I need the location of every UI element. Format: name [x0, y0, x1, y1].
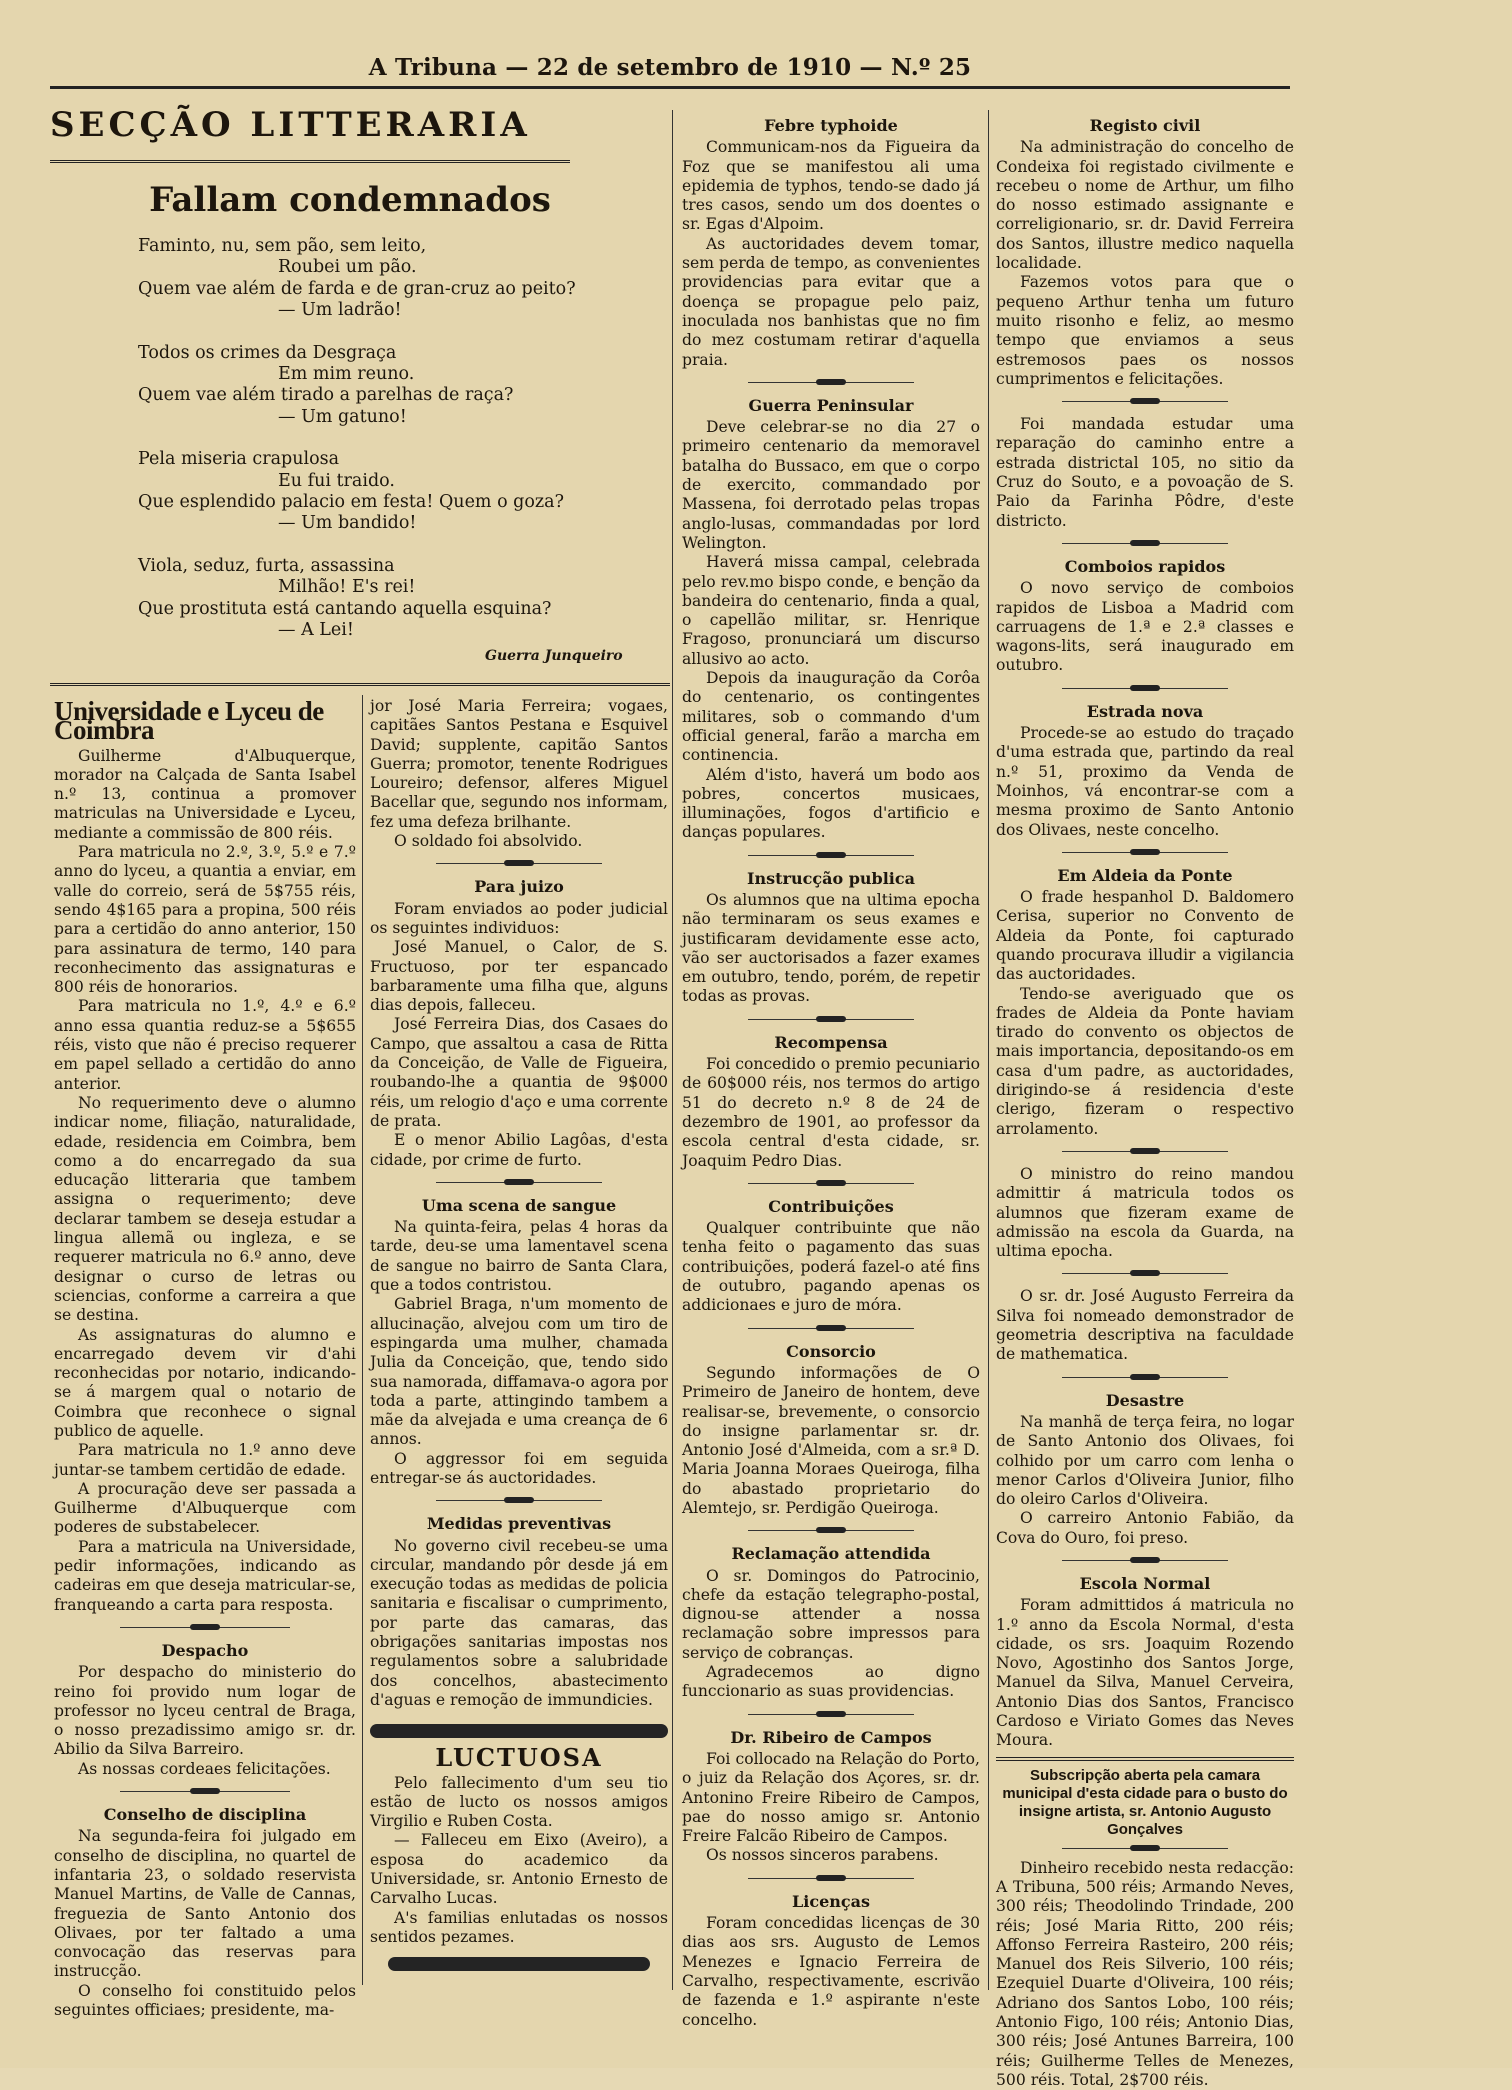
article-paragraph: O soldado foi absolvido.	[394, 832, 583, 851]
article-paragraph: Haverá missa campal, celebrada pelo rev.mo bispo conde, e benção da bandeira do centenario, finda a qual, o capellão militar, sr. Henrique Fragoso, pronunciará um discurso allusivo ao acto.	[682, 553, 980, 668]
article-paragraph: O ministro do reino mandou admittir á matricula todos os alumnos que fizeram exame de admissão na escola da Guarda, na ultima epocha.	[996, 1164, 1294, 1261]
poem-line: Pela miseria crapulosa	[138, 449, 340, 470]
article-heading: Despacho	[161, 1640, 249, 1660]
column-divider	[672, 110, 673, 1990]
separator-ornament	[996, 1554, 1294, 1568]
article-paragraph: Segundo informações de O Primeiro de Janeiro de hontem, deve realisar-se, brevemente, o consorcio do insigne parlamentar sr. dr. Antonio José d'Almeida, com a sr.ª D. Maria Joanna Moraes Queiroga, filha do abastado proprietario do Alemtejo, sr. Perdigão Queiroga.	[682, 1363, 980, 1517]
article-paragraph: Tendo-se averiguado que os frades de Aldeia da Ponte haviam tirado do convento os objectos de mais importancia, depositando-os em casa d'um padre, as auctoridades, dirigindo-se á residencia d'este clerigo, fizeram o respectivo arrolamento.	[996, 984, 1294, 1138]
article-paragraph: Para matricula no 2.º, 3.º, 5.º e 7.º anno do lyceu, a quantia a enviar, em valle do correio, será de 5$755 réis, sendo 4$165 para a propina, 500 réis para a certidão do anno anterior, 150 para assinatura de termo, 140 para reconhecimento das assignaturas e 800 réis de honorarios.	[54, 843, 356, 997]
poem-line: Em mim reuno.	[278, 364, 415, 385]
article-paragraph: No governo civil recebeu-se uma circular, mandando pôr desde já em execução todas as medidas de policia sanitaria e fiscalisar o cumprimento, por parte das camaras, das obrigações sanitarias impostas nos regulamentos sobre a salubridade dos concelhos, abastecimento d'aguas e remoção de immundicies.	[370, 1536, 668, 1709]
article-heading: Escola Normal	[1079, 1574, 1211, 1593]
separator-ornament	[682, 849, 980, 863]
article-heading: Estrada nova	[1086, 701, 1204, 721]
article-paragraph: Para a matricula na Universidade, pedir informações, indicando as cadeiras em que deseja matricular-se, franqueando a carta para resposta.	[54, 1537, 356, 1614]
poem-stanza	[138, 556, 638, 642]
article-paragraph: Communicam-nos da Figueira da Foz que se manifestou ali uma epidemia de typhos, tendo-se dado já tres casos, sendo um dos doentes o sr. Egas d'Alpoim.	[682, 138, 980, 234]
poem-line: Roubei um pão.	[278, 257, 417, 278]
article-paragraph: Foi mandada estudar uma reparação do caminho entre a estrada districtal 105, no sitio da Cruz do Souto, e a povoação de S. Paio da Farinha Pôdre, d'este districto.	[996, 415, 1294, 530]
article-paragraph: Foi collocado na Relação do Porto, o juiz da Relação dos Açores, sr. dr. Antonino Freire Ribeiro de Campos, pae do nosso amigo sr. Antonio Freire Falcão Ribeiro de Campos.	[682, 1749, 980, 1846]
article-heading: Para juizo	[474, 877, 564, 897]
separator-ornament	[682, 1322, 980, 1336]
separator-ornament	[370, 857, 668, 871]
article-paragraph: O sr. dr. José Augusto Ferreira da Silva foi nomeado demonstrador de geometria descriptiva na faculdade de mathematica.	[996, 1287, 1294, 1364]
article-heading: Febre typhoide	[764, 116, 898, 135]
article-paragraph: Na segunda-feira foi julgado em conselho de disciplina, no quartel de infantaria 23, o soldado reservista Manuel Martins, de Valle de Cannas, freguezia de Santo Antonio dos Olivaes, por ter faltado a uma convocação das reservas para instrucção.	[54, 1827, 356, 1981]
header-rule	[50, 86, 1290, 89]
article-paragraph: Os alumnos que na ultima epocha não terminaram os seus exames e justificaram devidamente esse acto, vão ser auctorisados a fazer exames em outubro, tendo, porém, de repetir todas as provas.	[682, 890, 980, 1006]
separator-ornament	[996, 1267, 1294, 1281]
article-paragraph: Procede-se ao estudo do traçado d'uma estrada que, partindo da real n.º 51, proximo da Venda de Moinhos, vá encontrar-se com a mesma proximo de Santo Antonio dos Olivaes, neste concelho.	[996, 724, 1294, 839]
article-paragraph: Gabriel Braga, n'um momento de allucinação, alvejou com um tiro de espingarda uma mulher, chamada Julia da Conceição, que, tendo sido sua namorada, diffamava-o agora por toda a parte, attingindo tambem a mãe da alvejada e uma creança de 6 annos.	[370, 1295, 668, 1449]
article-paragraph: O aggressor foi em seguida entregar-se ás auctoridades.	[370, 1449, 668, 1487]
poem-stanza	[138, 449, 638, 535]
separator-ornament	[682, 1872, 980, 1886]
column-4	[996, 110, 1294, 2090]
mourning-bar	[370, 1724, 668, 1738]
article-paragraph: Para matricula no 1.º, 4.º e 6.º anno essa quantia reduz-se a 5$655 réis, visto que não é preciso requerer em papel sellado a certidão do anno anterior.	[54, 997, 356, 1093]
separator-ornament	[996, 537, 1294, 551]
article-headline: Universidade e Lyceu de Coimbra	[54, 696, 324, 746]
separator-ornament	[996, 1371, 1294, 1385]
poem-title: Fallam condemnados	[149, 180, 551, 220]
poem-stanza	[138, 343, 638, 429]
article-paragraph: Além d'isto, haverá um bodo aos pobres, concertos musicaes, illuminações, fogos d'artificio e danças populares.	[682, 765, 980, 842]
poem-stanza	[138, 236, 638, 322]
article-paragraph: Foram enviados ao poder judicial os seguintes individuos:	[370, 899, 668, 937]
article-paragraph: — Falleceu em Eixo (Aveiro), a esposa do academico da Universidade, sr. Antonio Ernesto de Carvalho Lucas.	[370, 1831, 668, 1908]
article-paragraph: As assignaturas do alumno e encarregado devem vir d'ahi reconhecidas por notario, indicando-se á margem qual o notario de Coimbra que reconhece o signal publico de aquelle.	[54, 1325, 356, 1440]
poem-line: Que prostituta está cantando aquella esquina?	[138, 598, 552, 619]
article-paragraph: As nossas cordeaes felicitações.	[78, 1759, 331, 1778]
article-paragraph: Os nossos sinceros parabens.	[706, 1846, 939, 1865]
article-heading: Recompensa	[774, 1032, 888, 1052]
poem-line: — Um gatuno!	[278, 406, 407, 427]
article-paragraph: Dinheiro recebido nesta redacção: A Tribuna, 500 réis; Armando Neves, 300 réis; Theodolindo Trindade, 200 réis; José Maria Ritto, 200 réis; Affonso Ferreira Rasteiro, 200 réis; Manuel dos Reis Silverio, 100 réis; Ezequiel Duarte d'Oliveira, 100 réis; Adriano dos Santos Lobo, 100 réis; Antonio Figo, 100 réis; Antonio Dias, 300 réis; José Antunes Barreira, 100 réis; Guilherme Telles de Menezes, 500 réis. Total, 2$700 réis.	[996, 1858, 1294, 2089]
article-paragraph: Para matricula no 1.º anno deve juntar-se tambem certidão de edade.	[54, 1441, 356, 1479]
article-heading: Registo civil	[1089, 116, 1201, 135]
running-header: A Tribuna — 22 de setembro de 1910 — N.º 25	[368, 54, 972, 81]
article-paragraph: Pelo fallecimento d'um seu tio estão de lucto os nossos amigos Virgilio e Ruben Costa.	[370, 1773, 668, 1831]
poem-line: Todos os crimes da Desgraça	[138, 342, 397, 363]
poem-line: — Um bandido!	[278, 513, 417, 534]
article-paragraph: Foram admittidos á matricula no 1.º anno da Escola Normal, d'esta cidade, os srs. Joaquim Rozendo Novo, Agostinho dos Santos Jorge, Manuel da Silva, Manuel Cerveira, Antonio Dias dos Santos, Francisco Cardoso e Viriato Gomes das Neves Moura.	[996, 1596, 1294, 1750]
article-paragraph: Agradecemos ao digno funccionario as suas providencias.	[682, 1663, 980, 1701]
article-paragraph: As auctoridades devem tomar, sem perda de tempo, as convenientes providencias para evitar que a doença se propague pelo paiz, inoculada nos banhistas que no fim do mez costumam retirar d'aquella praia.	[682, 234, 980, 369]
separator-ornament	[996, 1842, 1294, 1856]
poem-line: — A Lei!	[278, 620, 354, 641]
separator-ornament	[682, 1013, 980, 1027]
article-paragraph: Por despacho do ministerio do reino foi provido num logar de professor no lyceu central de Braga, o nosso prezadissimo amigo sr. dr. Abilio da Silva Barreiro.	[54, 1663, 356, 1759]
article-paragraph: O frade hespanhol D. Baldomero Cerisa, superior no Convento de Aldeia da Ponte, foi capturado quando procurava illudir a vigilancia das auctoridades.	[996, 888, 1294, 984]
article-heading: Consorcio	[786, 1341, 876, 1361]
article-heading: Em Aldeia da Ponte	[1057, 865, 1233, 885]
separator-ornament	[54, 1621, 356, 1635]
column-divider	[988, 110, 989, 1990]
column-divider	[362, 695, 363, 1985]
mourning-bar	[388, 1957, 650, 1971]
article-paragraph: Deve celebrar-se no dia 27 o primeiro centenario da memoravel batalha do Bussaco, em que o corpo de exercito, commandado por Massena, foi derrotado pelas tropas anglo-lusas, commandadas por lord Welington.	[682, 418, 980, 552]
separator-ornament	[682, 1177, 980, 1191]
poem-author: Guerra Junqueiro	[485, 648, 623, 664]
article-paragraph: A procuração deve ser passada a Guilherme d'Albuquerque com poderes de substabelecer.	[54, 1479, 356, 1537]
article-paragraph: Na administração do concelho de Condeixa foi registado civilmente e recebeu o nome de Arthur, um filho do nosso estimado assignante e correligionario, sr. dr. David Ferreira dos Santos, illustre medico naquella localidade.	[996, 138, 1294, 273]
article-heading: Dr. Ribeiro de Campos	[730, 1727, 932, 1747]
poem-line: Que esplendido palacio em festa! Quem o goza?	[138, 492, 564, 513]
column-1	[54, 696, 356, 2020]
poem-line: Eu fui traido.	[278, 470, 395, 491]
column-2	[370, 697, 668, 1971]
article-paragraph: jor José Maria Ferreira; vogaes, capitães Santos Pestana e Esquivel David; supplente, capitão Santos Guerra; promotor, tenente Rodrigues Loureiro; defensor, alferes Miguel Bacellar que, segundo nos informam, fez uma defeza brilhante.	[370, 697, 668, 831]
section-rule	[50, 160, 570, 163]
poem-line: Faminto, nu, sem pão, sem leito,	[138, 236, 427, 256]
poem-line: — Um ladrão!	[278, 300, 402, 321]
article-paragraph: O carreiro Antonio Fabião, da Cova do Ouro, foi preso.	[996, 1509, 1294, 1547]
column-3	[682, 110, 980, 2030]
separator-ornament	[996, 1145, 1294, 1159]
poem-line: Quem vae além de farda e de gran-cruz ao peito?	[138, 278, 576, 299]
separator-ornament	[996, 682, 1294, 696]
article-paragraph: No requerimento deve o alumno indicar nome, filiação, naturalidade, edade, residencia em Coimbra, bem como a do encarregado da sua educação litteraria que tambem assigna o requerimento; deve declarar tambem se deseja estudar a lingua allemã ou ingleza, e se requerer matricula no 6.º anno, deve designar o curso de letras ou sciencias, conforme a carreira a que se destina.	[54, 1093, 356, 1325]
poem-line: Quem vae além tirado a parelhas de raça?	[138, 385, 514, 406]
article-heading: Medidas preventivas	[426, 1514, 612, 1534]
poem-line: Viola, seduz, furta, assassina	[138, 555, 395, 576]
separator-ornament	[996, 395, 1294, 409]
article-paragraph: Foi concedido o premio pecuniario de 60$000 réis, nos termos do artigo 51 do decreto n.º 8 de 24 de dezembro de 1901, ao professor da escola central d'esta cidade, sr. Joaquim Pedro Dias.	[682, 1055, 980, 1170]
article-heading: Contribuições	[768, 1196, 894, 1216]
article-paragraph: O conselho foi constituido pelos seguintes officiaes; presidente, ma-	[54, 1981, 356, 2019]
article-heading: Reclamação attendida	[731, 1544, 931, 1564]
separator-ornament	[54, 1785, 356, 1799]
article-heading: Conselho de disciplina	[103, 1805, 307, 1825]
poem-line: Milhão! E's rei!	[278, 577, 416, 598]
article-heading: Instrucção publica	[747, 868, 915, 888]
article-paragraph: Qualquer contribuinte que não tenha feito o pagamento das suas contribuições, poderá fazel-o até fins de outubro, pagando apenas os addicionaes e juro de móra.	[682, 1219, 980, 1315]
article-paragraph: Guilherme d'Albuquerque, morador na Calçada de Santa Isabel n.º 13, continua a promover matriculas na Universidade e Lyceu, mediante a commissão de 800 réis.	[54, 746, 356, 842]
separator-ornament	[370, 1176, 668, 1190]
article-paragraph: A's familias enlutadas os nossos sentidos pezames.	[370, 1908, 668, 1946]
section-rule	[996, 1757, 1294, 1761]
separator-ornament	[370, 1494, 668, 1508]
article-paragraph: Foram concedidas licenças de 30 dias aos srs. Augusto de Lemos Menezes e Ignacio Ferreira de Carvalho, respectivamente, escrivão de fazenda e 1.º aspirante n'este concelho.	[682, 1914, 980, 2029]
article-paragraph: E o menor Abilio Lagôas, d'esta cidade, por crime de furto.	[370, 1131, 668, 1169]
article-paragraph: O novo serviço de comboios rapidos de Lisboa a Madrid com carruagens de 1.ª e 2.ª classes e wagons-lits, será inaugurado em outubro.	[996, 579, 1294, 675]
separator-ornament	[682, 1708, 980, 1722]
article-paragraph: O sr. Domingos do Patrocinio, chefe da estação telegrapho-postal, dignou-se attender a nossa reclamação sobre impressos para serviço de cobranças.	[682, 1566, 980, 1662]
separator-ornament	[682, 1524, 980, 1538]
article-paragraph: José Ferreira Dias, dos Casaes do Campo, que assaltou a casa de Ritta da Conceição, de Valle de Figueira, roubando-lhe a quantia de 9$000 réis, um relogio d'aço e uma corrente de prata.	[370, 1015, 668, 1130]
article-paragraph: Fazemos votos para que o pequeno Arthur tenha um futuro muito risonho e feliz, ao mesmo tempo que enviamos a seus estremosos paes os nossos cumprimentos e felicitações.	[996, 273, 1294, 388]
article-heading: LUCTUOSA	[435, 1743, 603, 1773]
article-paragraph: Na quinta-feira, pelas 4 horas da tarde, deu-se uma lamentavel scena de sangue no bairro de Santa Clara, que a todos contristou.	[370, 1218, 668, 1295]
article-heading: Guerra Peninsular	[748, 395, 914, 415]
article-heading: Licenças	[792, 1891, 870, 1911]
article-heading: Comboios rapidos	[1064, 556, 1226, 576]
article-heading: Subscripção aberta pela camara municipal d'esta cidade para o busto do insigne artista, sr. Antonio Augusto Gonçalves	[1002, 1766, 1288, 1838]
article-paragraph: Na manhã de terça feira, no logar de Santo Antonio dos Olivaes, foi colhido por um carro com lenha o menor Carlos d'Oliveira Junior, filho do oleiro Carlos d'Oliveira.	[996, 1412, 1294, 1509]
article-heading: Desastre	[1105, 1390, 1185, 1410]
article-paragraph: Depois da inauguração da Corôa do centenario, os contingentes militares, sob o commando d'um official general, farão a marcha em continencia.	[682, 669, 980, 765]
separator-ornament	[996, 846, 1294, 860]
section-title: SECÇÃO LITTERARIA	[50, 105, 531, 145]
poem-body	[138, 236, 638, 663]
article-paragraph: José Manuel, o Calor, de S. Fructuoso, por ter espancado barbaramente uma filha que, alguns dias depois, falleceu.	[370, 938, 668, 1015]
separator-ornament	[682, 376, 980, 390]
poem-rule	[50, 683, 670, 686]
article-heading: Uma scena de sangue	[421, 1195, 617, 1215]
